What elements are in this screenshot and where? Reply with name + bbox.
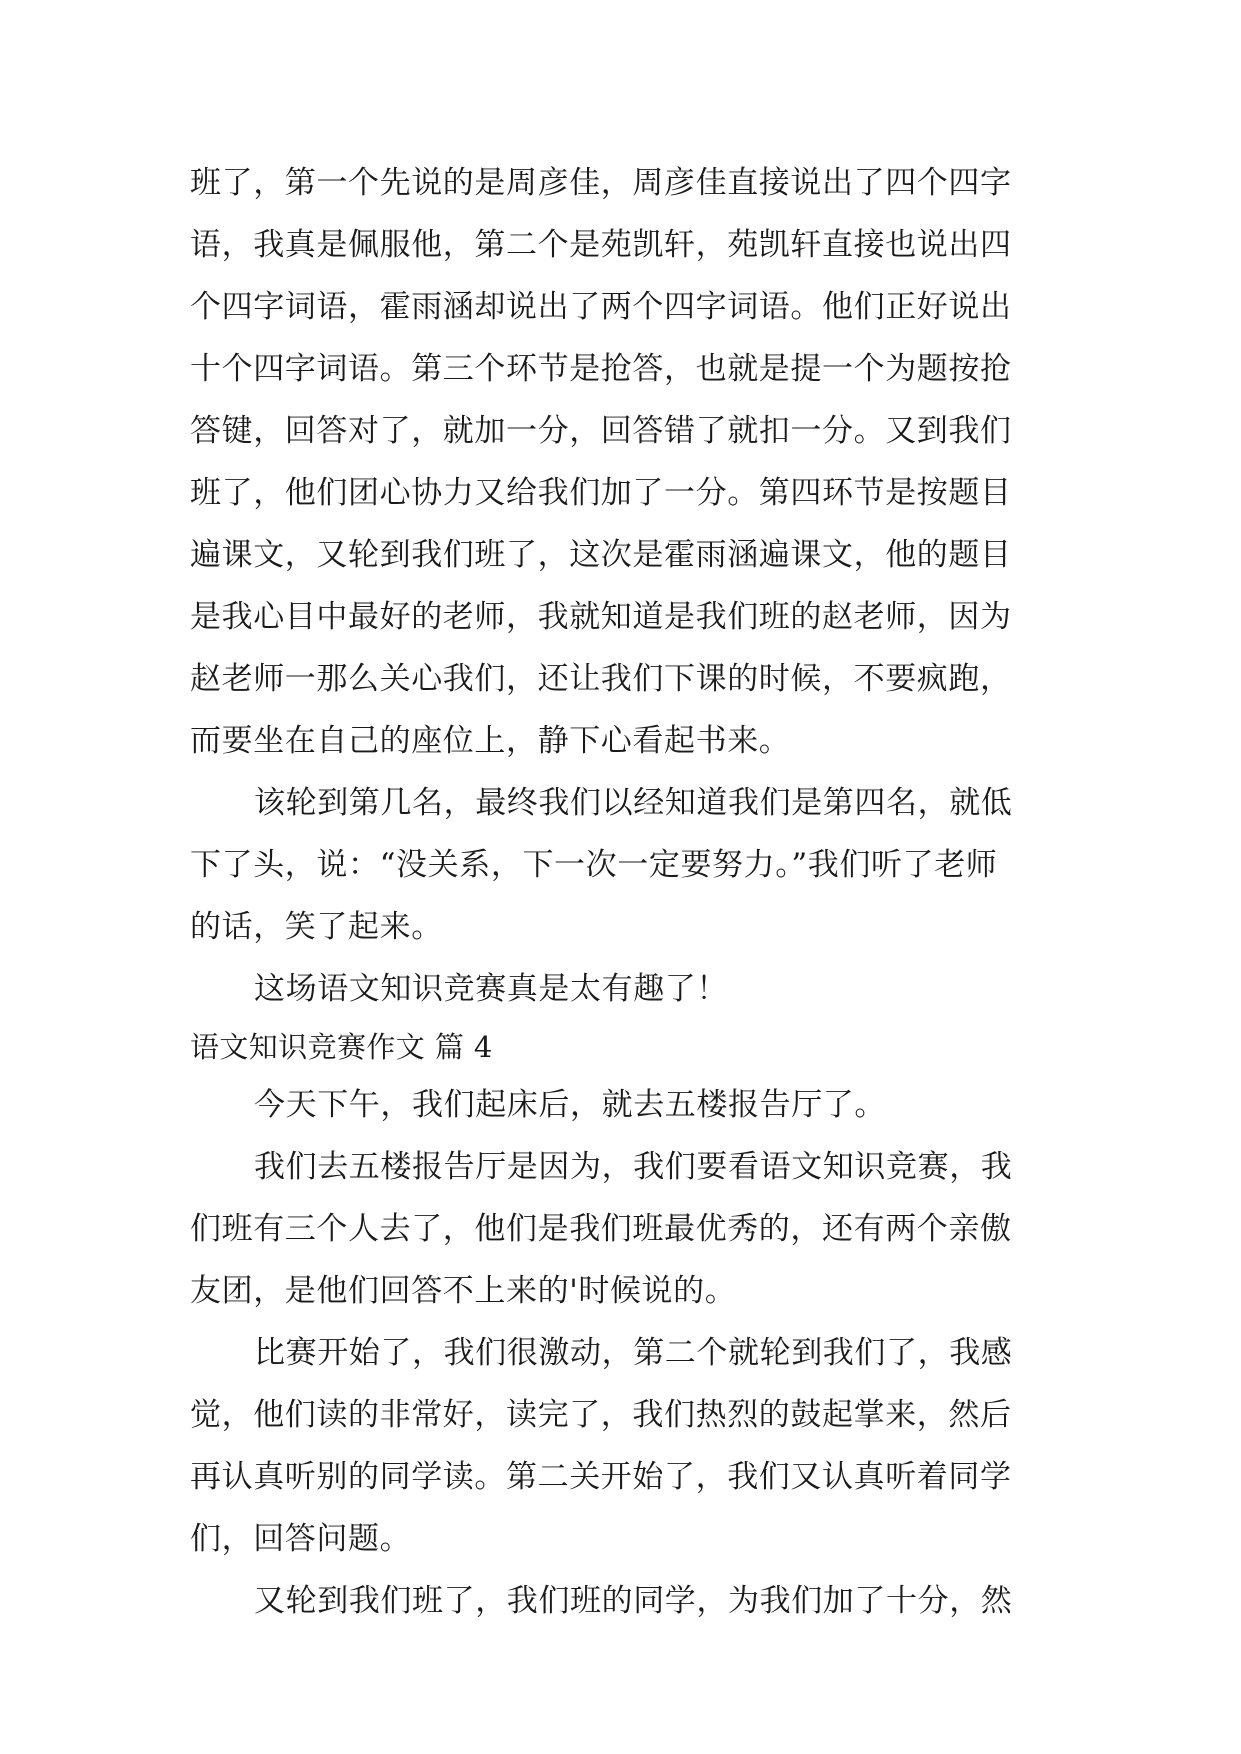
paragraph-rank	[190, 772, 1058, 958]
text-line: 班了，他们团心协力又给我们加了一分。第四环节是按题目	[190, 475, 1012, 511]
paragraph-turn: 又轮到我们班了，我们班的同学，为我们加了十分，然	[254, 1583, 1013, 1619]
text-line: 觉，他们读的非常好，读完了，我们热烈的鼓起掌来，然后	[190, 1397, 1012, 1433]
text-line: 而要坐在自己的座位上，静下心看起书来。	[190, 723, 791, 759]
text-line: 是我心目中最好的老师，我就知道是我们班的赵老师，因为	[190, 599, 1012, 635]
paragraph-reason	[190, 1136, 1058, 1322]
text-line: 班了，第一个先说的是周彦佳，周彦佳直接说出了四个四字	[190, 165, 1012, 201]
text-line: 的话，笑了起来。	[190, 909, 443, 945]
text-line: 该轮到第几名，最终我们以经知道我们是第四名，就低	[254, 785, 1013, 821]
text-line: 遍课文，又轮到我们班了，这次是霍雨涵遍课文，他的题目	[190, 537, 1012, 573]
text-line: 比赛开始了，我们很激动，第二个就轮到我们了，我感	[254, 1335, 1013, 1371]
paragraph-fun: 这场语文知识竞赛真是太有趣了！	[254, 971, 728, 1007]
text-line: 答键，回答对了，就加一分，回答错了就扣一分。又到我们	[190, 413, 1012, 449]
text-line: 我们去五楼报告厅是因为，我们要看语文知识竞赛，我	[254, 1149, 1013, 1185]
text-line: 友团，是他们回答不上来的'时候说的。	[190, 1273, 737, 1309]
text-line: 下了头，说：“没关系，下一次一定要努力。”我们听了老师	[190, 847, 998, 883]
text-line: 再认真听别的同学读。第二关开始了，我们又认真听着同学	[190, 1459, 1012, 1495]
article-body	[190, 152, 1058, 1632]
paragraph-afternoon: 今天下午，我们起床后，就去五楼报告厅了。	[254, 1087, 886, 1123]
text-line: 们，回答问题。	[190, 1521, 412, 1557]
text-line: 们班有三个人去了，他们是我们班最优秀的，还有两个亲傲	[190, 1211, 1012, 1247]
text-line: 语，我真是佩服他，第二个是苑凯轩，苑凯轩直接也说出四	[190, 227, 1012, 263]
text-line: 十个四字词语。第三个环节是抢答，也就是提一个为题按抢	[190, 351, 1012, 387]
text-line: 个四字词语，霍雨涵却说出了两个四字词语。他们正好说出	[190, 289, 1012, 325]
text-line: 赵老师一那么关心我们，还让我们下课的时候，不要疯跑，	[190, 661, 1012, 697]
section-heading: 语文知识竞赛作文 篇 4	[190, 1030, 493, 1064]
paragraph-continuation	[190, 152, 1058, 772]
paragraph-start	[190, 1322, 1058, 1570]
